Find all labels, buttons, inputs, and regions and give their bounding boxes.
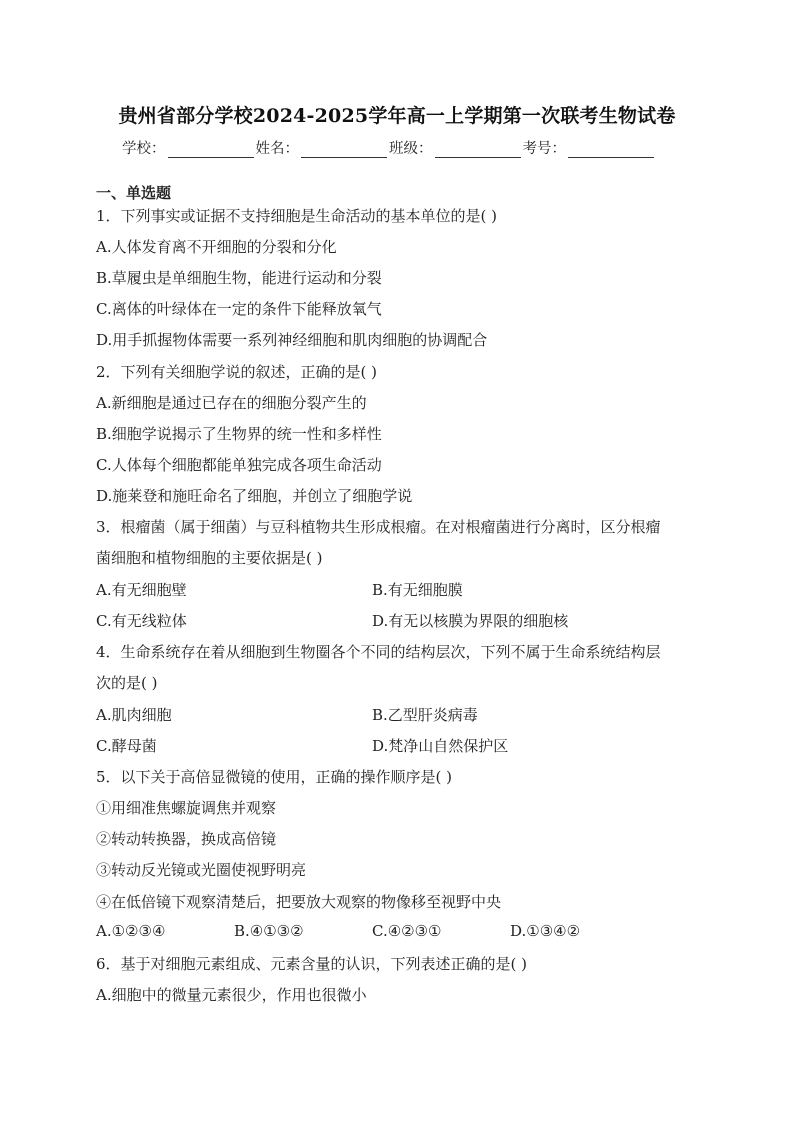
question-5-step-3: ③转动反光镜或光圈使视野明亮	[96, 861, 307, 879]
question-6-option-a: A.细胞中的微量元素很少，作用也很微小	[96, 986, 367, 1004]
question-2-stem: 2．下列有关细胞学说的叙述，正确的是( )	[96, 363, 378, 381]
question-5-option-d: D.①③④②	[510, 922, 581, 940]
question-2-option-d: D.施莱登和施旺命名了细胞，并创立了细胞学说	[96, 487, 413, 505]
question-1-option-c: C.离体的叶绿体在一定的条件下能释放氧气	[96, 300, 382, 318]
question-3-option-b: B.有无细胞膜	[372, 581, 463, 599]
question-3-option-c: C.有无线粒体	[96, 612, 187, 630]
question-2-option-a: A.新细胞是通过已存在的细胞分裂产生的	[96, 394, 367, 412]
question-6-stem: 6．基于对细胞元素组成、元素含量的认识，下列表述正确的是( )	[96, 955, 528, 973]
exam-number-blank	[568, 142, 654, 158]
question-5-step-1: ①用细准焦螺旋调焦并观察	[96, 799, 277, 817]
student-info-row	[122, 137, 656, 158]
question-4-option-a: A.肌肉细胞	[96, 706, 172, 724]
question-4-option-d: D.梵净山自然保护区	[372, 737, 509, 755]
section-title: 一、单选题	[96, 184, 172, 202]
question-3-stem-line-1: 3．根瘤菌（属于细菌）与豆科植物共生形成根瘤。在对根瘤菌进行分离时，区分根瘤	[96, 518, 661, 536]
question-1-stem: 1．下列事实或证据不支持细胞是生命活动的基本单位的是( )	[96, 207, 498, 225]
question-5-option-b: B.④①③②	[234, 922, 304, 940]
question-3-option-d: D.有无以核膜为界限的细胞核	[372, 612, 569, 630]
school-label: 学校：	[122, 141, 166, 157]
question-4-stem-line-1: 4．生命系统存在着从细胞到生物圈各个不同的结构层次，下列不属于生命系统结构层	[96, 643, 661, 661]
exam-number-label: 考号：	[522, 141, 566, 157]
question-1-option-d: D.用手抓握物体需要一系列神经细胞和肌肉细胞的协调配合	[96, 331, 488, 349]
question-5-stem: 5．以下关于高倍显微镜的使用，正确的操作顺序是( )	[96, 768, 453, 786]
question-4-option-c: C.酵母菌	[96, 737, 157, 755]
school-blank	[168, 142, 254, 158]
question-2-option-b: B.细胞学说揭示了生物界的统一性和多样性	[96, 425, 382, 443]
question-5-step-2: ②转动转换器，换成高倍镜	[96, 830, 277, 848]
question-1-option-b: B.草履虫是单细胞生物，能进行运动和分裂	[96, 269, 382, 287]
question-1-option-a: A.人体发育离不开细胞的分裂和分化	[96, 238, 337, 256]
question-4-stem-line-2: 次的是( )	[96, 674, 158, 692]
class-blank	[435, 142, 521, 158]
question-5-step-4: ④在低倍镜下观察清楚后，把要放大观察的物像移至视野中央	[96, 893, 502, 911]
question-5-option-a: A.①②③④	[96, 922, 166, 940]
question-3-stem-line-2: 菌细胞和植物细胞的主要依据是( )	[96, 549, 323, 567]
name-blank	[301, 142, 387, 158]
exam-title: 贵州省部分学校2024-2025学年高一上学期第一次联考生物试卷	[118, 105, 676, 127]
question-4-option-b: B.乙型肝炎病毒	[372, 706, 478, 724]
name-label: 姓名：	[255, 141, 299, 157]
question-5-option-c: C.④②③①	[372, 922, 442, 940]
class-label: 班级：	[389, 141, 433, 157]
question-2-option-c: C.人体每个细胞都能单独完成各项生命活动	[96, 456, 382, 474]
question-3-option-a: A.有无细胞壁	[96, 581, 187, 599]
